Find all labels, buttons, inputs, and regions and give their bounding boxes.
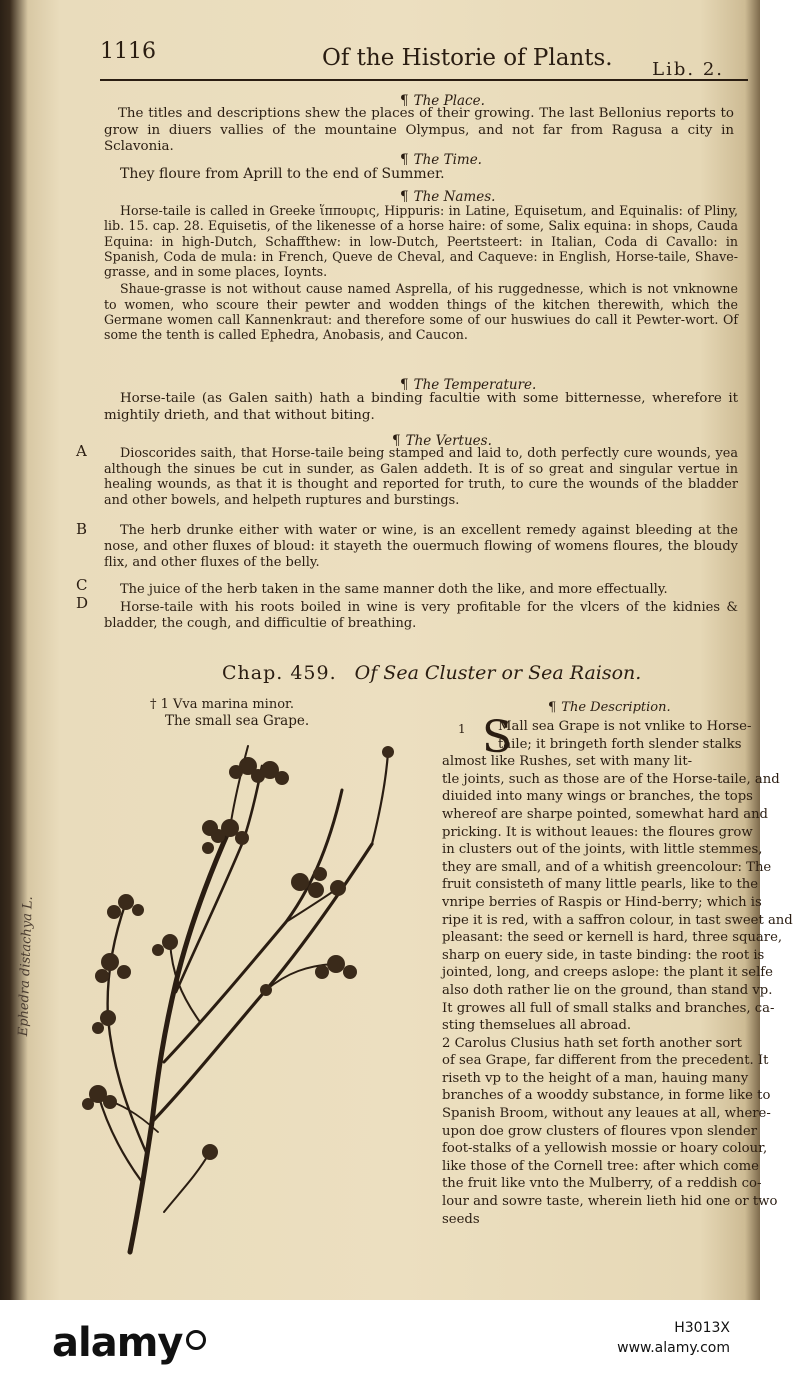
heading-description: ¶ The Description.	[548, 700, 671, 715]
description-line: upon doe grow clusters of floures vpon slender	[442, 1123, 757, 1139]
pilcrow-icon: ¶	[400, 377, 409, 393]
description-line: riseth vp to the height of a man, hauing many	[442, 1070, 749, 1086]
figure-caption-latin: † 1 Vva marina minor.	[150, 697, 294, 712]
description-line: jointed, long, and creeps aslope: the plant it selfe	[442, 965, 773, 981]
description-line: taile; it bringeth forth slender stalks	[498, 736, 742, 752]
pilcrow-icon: ¶	[400, 152, 409, 168]
book-number: Lib. 2.	[652, 59, 724, 80]
handwritten-margin-note: Ephedra distachya L.	[16, 896, 36, 1037]
description-line: lour and sowre taste, wherein lieth hid one or two	[442, 1194, 778, 1210]
figure-caption-english: The small sea Grape.	[165, 713, 310, 729]
description-line: foot-stalks of a yellowish mossie or hoary colour,	[442, 1141, 768, 1157]
time-text: They floure from Aprill to the end of Summer.	[120, 166, 445, 182]
heading-vertues: ¶ The Vertues.	[392, 433, 492, 449]
margin-letter-a: A	[76, 442, 87, 460]
description-line: tle joints, such as those are of the Horse-taile, and	[442, 771, 780, 787]
description-line: Mall sea Grape is not vnlike to Horse-	[498, 719, 752, 734]
description-line: diuided into many wings or branches, the tops	[442, 789, 753, 805]
heading-time: ¶ The Time.	[400, 152, 482, 168]
description-line: seeds	[442, 1211, 480, 1227]
margin-letter-c: C	[76, 576, 88, 594]
vertue-a-text: Dioscorides saith, that Horse-taile being stamped and laid to, doth perfectly cure wounds, yea although the sinues be cut in sunder, as Galen addeth. It is of so great and singular vertue in healing wounds, as that it is thought and reported for truth, to cure the wounds of the bladder and other bowels, and helpeth ruptures and burstings.	[104, 446, 738, 508]
description-text	[442, 712, 793, 1228]
description-line: branches of a wooddy substance, in forme like to	[442, 1088, 771, 1104]
site-url: www.alamy.com	[617, 1340, 730, 1356]
description-line: in clusters out of the joints, with little stemmes,	[442, 842, 763, 858]
chapter-number: Chap. 459.	[222, 662, 337, 684]
description-line: like those of the Cornell tree: after which come	[442, 1158, 759, 1174]
chapter-heading	[222, 662, 641, 684]
margin-letter-b: B	[76, 520, 88, 538]
image-id: H3013X	[674, 1320, 730, 1336]
place-text: The titles and descriptions shew the places of their growing. The last Bellonius reports to grow in diuers vallies of the mountaine Olympus, and not far from Ragusa a city in Sclavonia.	[104, 106, 734, 154]
pilcrow-icon: ¶	[392, 433, 401, 449]
vertue-d-text: Horse-taile with his roots boiled in wine is very profitable for the vlcers of the kidnies & bladder, the cough, and difficultie of breathing.	[104, 600, 738, 631]
vertue-c-text: The juice of the herb taken in the same manner doth the like, and more effectually.	[120, 582, 668, 597]
pilcrow-icon: ¶	[400, 189, 409, 205]
running-head	[100, 35, 748, 81]
description-line: the fruit like vnto the Mulberry, of a reddish co-	[442, 1176, 762, 1192]
description-line: of sea Grape, far different from the precedent. It	[442, 1053, 769, 1069]
chapter-title: Of Sea Cluster or Sea Raison.	[354, 662, 642, 684]
description-line: vnripe berries of Raspis or Hind-berry; which is	[442, 894, 762, 910]
pilcrow-icon: ¶	[400, 93, 409, 109]
description-line: fruit consisteth of many little pearls, like to the	[442, 877, 759, 893]
names-text: Horse-taile is called in Greeke ἵππουρις, Hippuris: in Latine, Equisetum, and Equinalis: of Pliny, lib. 15. cap. 28. Equisetis, of the likenesse of a horse haire: of some, Salix equina: in shops, Cauda Equina: in high-Dutch, Schaffthew: in low-Dutch, Peertsteert: in Italian, Coda di Cavallo: in Spanish, Coda de mula: in French, Queve de Cheval, and Caqueve: in English, Horse-taile, Shave-grasse, and in some places, Ioynts. Shaue-grasse is not without cause named Asprella, of his ruggednesse, which is not vnknowne to women, who scoure their pewter and wodden things of the kitchen therewith, which the Germane women call Kannenkraut: and therefore some of our huswiues do call it Pewter-wort. Of some the tenth is called Ephedra, Anobasis, and Caucon.	[104, 203, 738, 343]
alamy-logo-icon	[186, 1330, 206, 1350]
description-line: sharp on euery side, in taste binding: the root is	[442, 947, 765, 963]
heading-names: ¶ The Names.	[400, 189, 496, 205]
stock-info	[617, 1318, 730, 1358]
sea-grape-woodcut	[80, 732, 410, 1262]
description-line: pricking. It is without leaues: the floures grow	[442, 824, 753, 840]
description-line: they are small, and of a whitish greencolour: The	[442, 859, 772, 875]
pilcrow-icon: ¶	[548, 700, 557, 715]
alamy-logo: alamy	[52, 1320, 206, 1366]
vertue-b-text: The herb drunke either with water or wine, is an excellent remedy against bleeding at the nose, and other fluxes of bloud: it stayeth the ouermuch flowing of womens floures, the bloudy flix, and other fluxes of the belly.	[104, 523, 738, 570]
description-line: 2 Carolus Clusius hath set forth another sort	[442, 1035, 742, 1051]
description-line: ripe it is red, with a saffron colour, in tast sweet and	[442, 912, 793, 928]
running-title: Of the Historie of Plants.	[322, 45, 613, 71]
drop-cap: S	[482, 712, 513, 763]
description-line: pleasant: the seed or kernell is hard, three square,	[442, 930, 783, 946]
temperature-text: Horse-taile (as Galen saith) hath a binding facultie with some bitternesse, wherefore it mightily drieth, and that without biting.	[104, 391, 738, 423]
description-line: whereof are sharpe pointed, somewhat hard and	[442, 806, 768, 822]
description-line: Spanish Broom, without any leaues at all, where-	[442, 1106, 771, 1122]
heading-place: ¶ The Place.	[400, 93, 485, 109]
description-line: sting themselues all abroad.	[442, 1018, 632, 1034]
numeral-1: 1	[458, 722, 466, 736]
stock-photo-bar	[0, 1300, 760, 1390]
description-line: It growes all full of small stalks and branches, ca-	[442, 1000, 775, 1016]
description-line: almost like Rushes, set with many lit-	[442, 754, 693, 770]
description-line: also doth rather lie on the ground, than stand vp.	[442, 982, 773, 998]
heading-temperature: ¶ The Temperature.	[400, 377, 537, 393]
margin-letter-d: D	[76, 594, 89, 612]
page-number: 1116	[100, 39, 156, 64]
